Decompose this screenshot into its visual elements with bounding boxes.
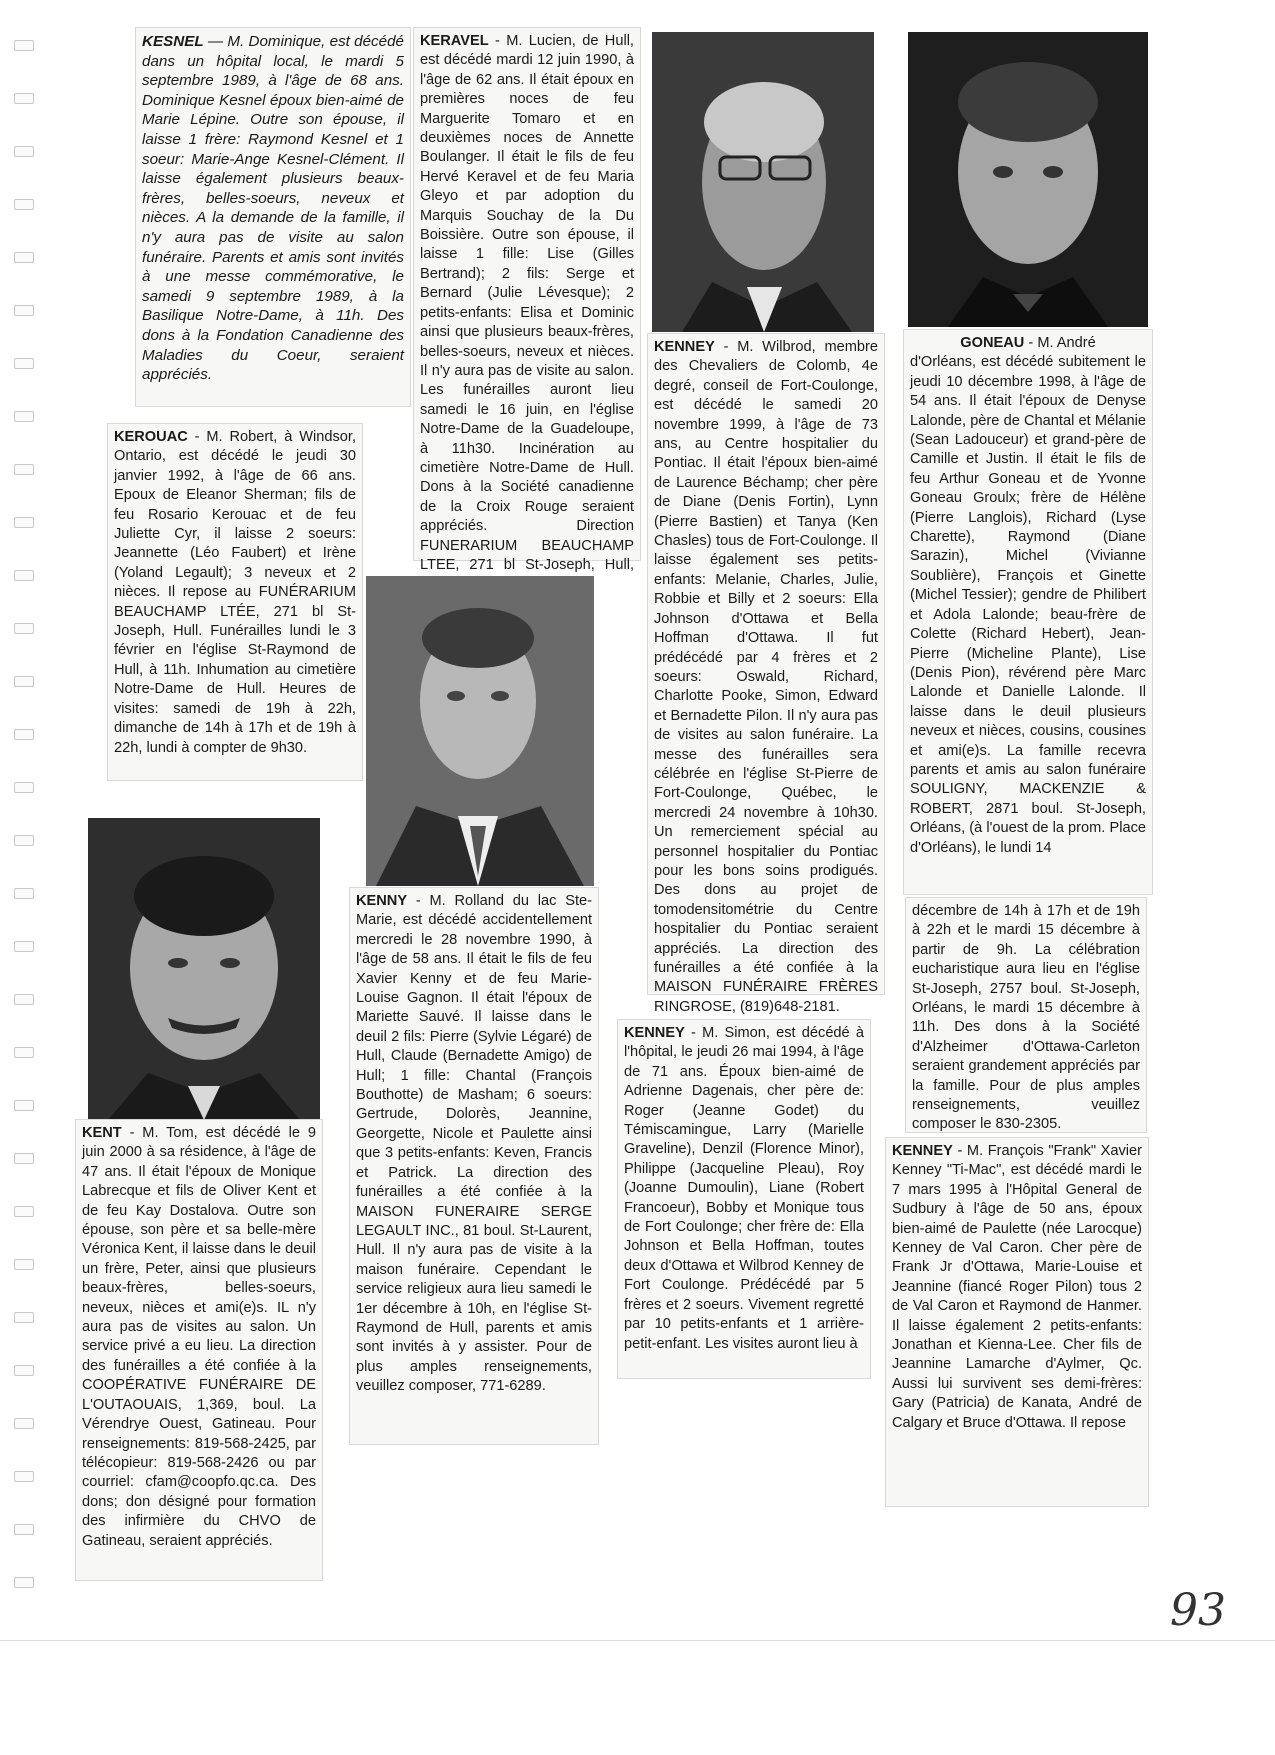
- binder-hole: [14, 1524, 34, 1535]
- binder-hole: [14, 464, 34, 475]
- binder-hole: [14, 729, 34, 740]
- notice-text: - M. Lucien, de Hull, est décédé mardi 12 juin 1990, à l'âge de 62 ans. Il était époux en premières noces de feu Marguerite Tomaro et en deuxièmes noces de Annette Boulanger. Il était le fils de feu Hervé Keravel et de feu Maria Gleyo et par adoption du Marquis Souchay de la Du Boissière. Outre son épouse, il laisse 1 fille: Lise (Gilles Bertrand); 2 fils: Serge et Bernard (Julie Lévesque); 2 petits-enfants: Elisa et Dominic ainsi que plusieurs beaux-frères, belles-soeurs, neveux et nièces. Il n'y aura pas de visite au salon. Les funérailles auront lieu samedi le 16 juin, en l'église Notre-Dame de la Guadeloupe, à 11h30. Incinération au cimetière Notre-Dame de Hull. Dons à la Société canadienne de la Croix Rouge seraient appréciés. Direction FUNERARIUM BEAUCHAMP LTEE, 271 bl St-Joseph, Hull,: [420, 33, 634, 573]
- binder-hole: [14, 1206, 34, 1217]
- binder-hole: [14, 40, 34, 51]
- notice-kenney-wilbrod: [648, 334, 884, 1015]
- notice-kerouac: [108, 424, 362, 780]
- notice-name: KENNEY: [654, 339, 715, 355]
- binder-hole: [14, 676, 34, 687]
- notice-name: KENNEY: [892, 1143, 953, 1159]
- notice-keravel: [414, 28, 640, 573]
- notice-kenney-simon: [618, 1020, 870, 1378]
- binder-hole: [14, 1047, 34, 1058]
- notice-goneau-continued: [906, 898, 1146, 1132]
- binder-hole: [14, 1418, 34, 1429]
- binder-hole: [14, 517, 34, 528]
- notice-goneau: [904, 330, 1152, 894]
- portrait-photo-kent: [88, 818, 320, 1120]
- notice-kent: [76, 1120, 322, 1580]
- binder-hole: [14, 1577, 34, 1588]
- binder-hole: [14, 994, 34, 1005]
- binder-holes: [14, 0, 34, 1640]
- notice-first-line: - M. André: [1024, 335, 1096, 351]
- page-bottom-edge: [0, 1640, 1275, 1641]
- notice-name: KEROUAC: [114, 429, 188, 445]
- binder-hole: [14, 835, 34, 846]
- binder-hole: [14, 623, 34, 634]
- notice-text: - M. Tom, est décédé le 9 juin 2000 à sa résidence, à l'âge de 47 ans. Il était l'époux de Monique Labrecque et fils de Oliver Kent et de feu Kay Dostalova. Outre son épouse, son père et sa belle-mère Véronica Kent, il laisse dans le deuil un frère, Peter, ainsi que plusieurs beaux-frères, belles-soeurs, neveux, nièces et ami(e)s. IL n'y aura pas de visites au salon. Un service privé a eu lieu. La direction des funérailles a été confiée à la COOPÉRATIVE FUNÉRAIRE DE L'OUTAOUAIS, 1,369, boul. La Vérendrye Ouest, Gatineau. Pour renseignements: 819-568-2425, par télécopieur: 819-568-2426 ou par courriel: cfam@coopfo.qc.ca. Des dons; don désigné pour formation des infirmière du CHVO de Gatineau, seraient appréciés.: [82, 1125, 316, 1549]
- faded-background-print: [636, 1386, 876, 1446]
- binder-hole: [14, 1471, 34, 1482]
- notice-text: d'Orléans, est décédé subitement le jeudi 10 décembre 1998, à l'âge de 54 ans. Il était l'époux de Denyse Lalonde, père de Chantal et Mélanie (Sean Ladouceur) et grand-père de Camille et Justin. Il était le fils de feu Arthur Goneau et de Yvonne Goneau Groulx; frère de Hélène (Pierre Langlois), Richard (Lyse Charette), Raymond (Diane Sarazin), Michel (Vivianne Soublière), François et Ginette (Michel Tessier); gendre de Philibert et Adola Lalonde; beau-frère de Colette (Richard Hebert), Jean-Pierre (Micheline Plante), Lise (Denis Pion), révérend père Marc Lalonde et Danielle Lalonde. Il laisse dans le deuil plusieurs neveux et nièces, cousins, cousines et ami(e)s. La famille recevra parents et amis au salon funéraire SOULIGNY, MACKENZIE & ROBERT, 2871 boul. St-Joseph, Orléans, (à l'ouest de la prom. Place d'Orléans), le lundi 14: [910, 354, 1146, 856]
- binder-hole: [14, 1259, 34, 1270]
- notice-text: décembre de 14h à 17h et de 19h à 22h et le mardi 15 décembre à partir de 9h. La célébration eucharistique aura lieu en l'église St-Joseph, 2757 boul. St-Joseph, Orléans, le mardi 15 décembre à 11h. Des dons à la Société d'Alzheimer d'Ottawa-Carleton seraient grandement appréciés par la famille. Pour de plus amples renseignements, veuillez composer le 830-2305.: [912, 903, 1140, 1133]
- notice-text: - M. Simon, est décédé à l'hôpital, le jeudi 26 mai 1994, à l'âge de 71 ans. Époux bien-aimé de Adrienne Dagenais, cher père de: Roger (Jeanne Godet) du Témiscamingue, Larry (Marielle Graveline), Denzil (Florence Minor), Philippe (Jacqueline Pleau), Roy (Joanne Dumoulin), Liane (Robert Francoeur), Bobby et Monique tous de Fort Coulonge; cher frère de: Ella Johnson et Bella Hoffman, toutes deux d'Ottawa et Wilbrod Kenney de Fort Coulonge. Prédécédé par 5 frères et 2 soeurs. Vivement regretté par 10 petits-enfants et 1 arrière-petit-enfant. Les visites auront lieu à: [624, 1025, 864, 1352]
- binder-hole: [14, 1100, 34, 1111]
- binder-hole: [14, 146, 34, 157]
- notice-text: - M. Rolland du lac Ste-Marie, est décédé accidentellement mercredi le 28 novembre 1990, à l'âge de 58 ans. Il était le fils de feu Xavier Kenny et de feu Marie-Louise Gagnon. Il était l'époux de Mariette Sauvé. Il laisse dans le deuil 2 fils: Pierre (Sylvie Légaré) de Hull, Claude (Bernadette Amigo) de Hull; 1 fille: Chantal (François Bouthotte) de Masham; 6 soeurs: Gertrude, Dolorès, Jeannine, Georgette, Nicole et Paulette ainsi que 3 petits-enfants: Keven, Francis et Patrick. La direction des funérailles a été confiée à la MAISON FUNERAIRE SERGE LEGAULT INC., 81 boul. St-Laurent, Hull. Il n'y aura pas de visite à la maison funéraire. Cependant le service religieux aura lieu samedi le 1er décembre à 10h, en l'église St-Raymond de Hull, parents et amis sont invités à y assister. Pour de plus amples renseignements, veuillez composer, 771-6289.: [356, 893, 592, 1395]
- binder-hole: [14, 782, 34, 793]
- notice-kesnel: [136, 28, 410, 406]
- binder-hole: [14, 252, 34, 263]
- binder-hole: [14, 411, 34, 422]
- binder-hole: [14, 358, 34, 369]
- handwritten-page-number: 93: [1170, 1585, 1226, 1636]
- binder-hole: [14, 1153, 34, 1164]
- binder-hole: [14, 941, 34, 952]
- portrait-photo-kenney-wilbrod: [652, 32, 874, 332]
- binder-hole: [14, 93, 34, 104]
- binder-hole: [14, 1312, 34, 1323]
- notice-text: - M. François "Frank" Xavier Kenney "Ti-Mac", est décédé mardi le 7 mars 1995 à l'Hôpital General de Sudbury à l'âge de 50 ans, époux bien-aimé de Paulette (née Larocque) Kenney de Val Caron. Cher père de Frank Jr d'Ottawa, Marie-Louise et Jeannine (fiancé Roger Pilon) tous 2 de Val Caron et Raymond de Hanmer. Il laisse également 2 petits-enfants: Jonathan et Kienna-Lee. Cher fils de Jeannine Lamarche d'Aylmer, Qc. Aussi lui survivent ses demi-frères: Gary (Patricia) de Kanata, André de Calgary et Bruce d'Ottawa. Il repose: [892, 1143, 1142, 1431]
- binder-hole: [14, 199, 34, 210]
- notice-name: GONEAU: [960, 335, 1025, 351]
- notice-text: - M. Wilbrod, membre des Chevaliers de Colomb, 4e degré, conseil de Fort-Coulonge, est décédé le samedi 20 novembre 1999, à l'âge de 73 ans, au Centre hospitalier du Pontiac. Il était l'époux bien-aimé de Laurence Béchamp; cher père de Diane (Denis Fortin), Lynn (Pierre Bastien) et Tanya (Ken Chasles) tous de Fort-Coulonge. Il laisse également ses petits-enfants: Melanie, Charles, Julie, Robbie et Billy et 2 soeurs: Ella Johnson d'Ottawa et Bella Hoffman d'Ottawa. Il fut prédécédé par 4 frères et 2 soeurs: Oswald, Richard, Charlotte Pooke, Simon, Edward et Bernadette Pilon. Il n'y aura pas de visites au salon funéraire. La messe des funérailles sera célébrée en l'église St-Pierre de Fort-Coulonge, Québec, le mercredi 24 novembre à 10h30. Un remerciement spécial au personnel hospitalier du Pontiac pour les bons soins prodigués. Des dons au projet de tomodensitométrie du Centre hospitalier du Pontiac seraient appréciés. La direction des funérailles a été confiée à la MAISON FUNÉRAIRE FRÈRES RINGROSE, (819)648-2181.: [654, 339, 878, 1015]
- binder-hole: [14, 570, 34, 581]
- notice-name: KESNEL: [142, 33, 204, 50]
- notice-kenney-francois: [886, 1138, 1148, 1506]
- binder-hole: [14, 1365, 34, 1376]
- notice-name: KENT: [82, 1125, 122, 1141]
- notice-text: - M. Robert, à Windsor, Ontario, est décédé le jeudi 30 janvier 1992, à l'âge de 66 ans. Epoux de Eleanor Sherman; fils de feu Rosario Kerouac et de feu Juliette Cyr, il laisse 2 soeurs: Jeannette (Léo Faubert) et Irène (Yoland Legault); 3 neveux et 2 nièces. Il repose au FUNÉRARIUM BEAUCHAMP LTÉE, 271 bl St-Joseph, Hull. Funérailles lundi le 3 février en l'église St-Raymond de Hull, à 11h. Inhumation au cimetière Notre-Dame de Hull. Heures de visites: samedi de 19h à 22h, dimanche de 14h à 17h et de 19h à 22h, lundi à compter de 9h30.: [114, 429, 356, 756]
- notice-name: KENNY: [356, 893, 408, 909]
- binder-hole: [14, 305, 34, 316]
- notice-name: KERAVEL: [420, 33, 489, 49]
- notice-name: KENNEY: [624, 1025, 685, 1041]
- faded-background-print: [912, 1508, 1152, 1618]
- notice-text: — M. Dominique, est décédé dans un hôpital local, le mardi 5 septembre 1989, à l'âge de 68 ans. Dominique Kesnel époux bien-aimé de Marie Lépine. Outre son épouse, il laisse 1 frère: Raymond Kesnel et 1 soeur: Marie-Ange Kesnel-Clément. Il laisse également plusieurs beaux-frères, belles-soeurs, neveux et nièces. A la demande de la famille, il n'y aura pas de visite au salon funéraire. Parents et amis sont invités à une messe commémorative, le samedi 9 septembre 1989, à la Basilique Notre-Dame, à 11h. Des dons à la Fondation Canadienne des Maladies du Coeur, seraient appréciés.: [142, 33, 404, 384]
- notice-kenny: [350, 888, 598, 1444]
- portrait-photo-kenny: [366, 576, 594, 886]
- portrait-photo-goneau: [908, 32, 1148, 327]
- binder-hole: [14, 888, 34, 899]
